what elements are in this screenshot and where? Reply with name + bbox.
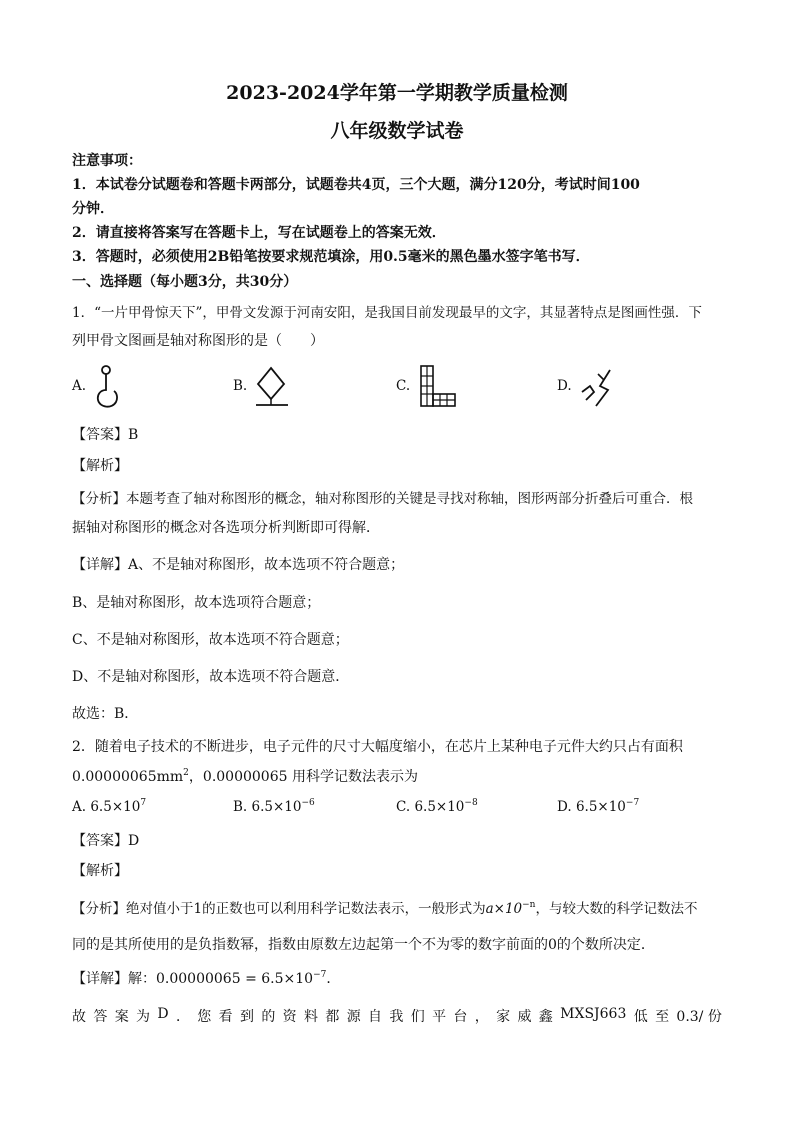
q2-stem-line1: 2．随着电子技术的不断进步，电子元件的尺寸大幅度缩小，在芯片上某种电子元件大约只占有面积 <box>72 739 683 755</box>
oracle-grid-icon <box>418 364 458 408</box>
oracle-hook-icon <box>92 364 126 410</box>
q2-detail-exp: −7 <box>313 970 327 980</box>
q2-conclusion-line <box>72 1006 722 1026</box>
q2-detail-end: ． <box>326 971 341 987</box>
q2-option-b-base: 6.5×10 <box>251 799 302 815</box>
conclusion-token: 自 <box>368 1009 383 1025</box>
q2-option-a-base: 6.5×10 <box>90 799 141 815</box>
q1-option-c-label: C. <box>396 378 411 394</box>
q1-analysis-label: 【解析】 <box>72 458 128 474</box>
conclusion-token: ， <box>474 1009 489 1025</box>
conclusion-token: 低 <box>633 1009 648 1025</box>
q1-detail-d: D、不是轴对称图形，故本选项不符合题意． <box>72 669 350 685</box>
q2-fenxi-line1 <box>72 897 697 917</box>
q1-option-b-label: B. <box>233 378 248 394</box>
q2-option-d-base: 6.5×10 <box>575 799 626 815</box>
q1-fenxi-line2: 据轴对称图形的概念对各选项分析判断即可得解． <box>72 520 380 536</box>
conclusion-token: 为 <box>136 1009 151 1025</box>
q2-analysis-label: 【解析】 <box>72 863 128 879</box>
conclusion-token: 鑫 <box>538 1009 553 1025</box>
q1-stem-line2: 列甲骨文图画是轴对称图形的是（ ） <box>72 333 324 349</box>
q2-option-b-label: B. <box>233 799 248 815</box>
q2-option-c <box>396 798 478 815</box>
q2-option-c-label: C. <box>396 799 411 815</box>
oracle-zigzag-icon <box>578 366 618 408</box>
conclusion-token: 料 <box>304 1009 319 1025</box>
oracle-diamond-icon <box>254 366 290 408</box>
conclusion-token: 您 <box>197 1009 212 1025</box>
q2-stem-rest: ，0.00000065 用科学记数法表示为 <box>188 769 418 785</box>
conclusion-token: 至 <box>655 1009 670 1025</box>
q2-option-c-base: 6.5×10 <box>414 799 465 815</box>
notes-item-2: 2．请直接将答案写在答题卡上，写在试题卷上的答案无效． <box>72 225 446 241</box>
q1-detail-c: C、不是轴对称图形，故本选项不符合题意； <box>72 632 349 648</box>
q2-option-b-exp: −6 <box>301 798 315 808</box>
q2-option-a-exp: 7 <box>140 798 147 808</box>
conclusion-token: 故 <box>72 1009 86 1025</box>
conclusion-token: 台 <box>453 1009 468 1025</box>
q2-fenxi-text-b: ，与较大数的科学记数法不 <box>535 901 698 917</box>
q1-option-a-label: A. <box>72 378 87 394</box>
q2-option-c-exp: −8 <box>464 798 478 808</box>
conclusion-token: 资 <box>282 1009 297 1025</box>
q2-fenxi-formula: a×10 <box>485 901 523 917</box>
section-heading: 一、选择题（每小题3分，共30分） <box>72 274 298 290</box>
q2-option-d-label: D. <box>557 799 572 815</box>
conclusion-token: 看 <box>218 1009 233 1025</box>
conclusion-token: MXSJ663 <box>560 1006 627 1022</box>
q2-option-a-label: A. <box>72 799 87 815</box>
q2-area-exponent: 2 <box>183 768 189 778</box>
q2-fenxi-formula-exp: −n <box>522 900 536 910</box>
conclusion-token: 0.3/ 份 <box>676 1009 722 1025</box>
q1-answer: 【答案】B <box>72 427 139 443</box>
page-title: 2023-2024学年第一学期教学质量检测 <box>226 82 568 104</box>
notes-item-1-cont: 分钟． <box>72 201 114 217</box>
q1-stem-line1: 1．“一片甲骨惊天下”，甲骨文发源于河南安阳，是我国目前发现最早的文字，其显著特点是图画性强．下 <box>72 305 702 321</box>
conclusion-token: 案 <box>114 1009 129 1025</box>
conclusion-token: 家 <box>496 1009 511 1025</box>
notes-item-3: 3．答题时，必须使用2B铅笔按要求规范填涂，用0.5毫米的黑色墨水签字笔书写． <box>72 249 590 265</box>
conclusion-token: 威 <box>517 1009 532 1025</box>
page-subtitle: 八年级数学试卷 <box>330 120 464 142</box>
q2-fenxi-line2: 同的是其所使用的是负指数幂，指数由原数左边起第一个不为零的数字前面的0的个数所决定． <box>72 937 655 953</box>
conclusion-token: 源 <box>346 1009 361 1025</box>
q1-detail-b: B、是轴对称图形，故本选项符合题意； <box>72 595 321 611</box>
conclusion-token: 答 <box>93 1009 108 1025</box>
q1-option-d-label: D. <box>557 378 572 394</box>
q2-option-a <box>72 798 146 815</box>
conclusion-token: D <box>157 1006 169 1022</box>
conclusion-token: 都 <box>325 1009 340 1025</box>
notes-heading: 注意事项： <box>72 153 142 169</box>
q1-fenxi-line1: 【分析】本题考查了轴对称图形的概念，轴对称图形的关键是寻找对称轴，图形两部分折叠后可重合．根 <box>72 491 693 507</box>
q1-conclusion: 故选：B． <box>72 706 139 722</box>
q2-answer: 【答案】D <box>72 833 140 849</box>
q2-detail <box>72 968 340 988</box>
q2-fenxi-text-a: 【分析】绝对值小于1的正数也可以利用科学记数法表示，一般形式为 <box>72 901 486 917</box>
q2-stem-line2 <box>72 766 418 786</box>
q2-area-value: 0.00000065mm <box>72 769 184 785</box>
q1-detail-a: 【详解】A、不是轴对称图形，故本选项不符合题意； <box>72 557 405 573</box>
conclusion-token: 平 <box>432 1009 447 1025</box>
conclusion-token: 们 <box>410 1009 425 1025</box>
conclusion-token: ． <box>175 1009 190 1025</box>
notes-item-1: 1．本试卷分试题卷和答题卡两部分，试题卷共4页，三个大题，满分120分，考试时间100 <box>72 177 640 193</box>
conclusion-token: 我 <box>389 1009 404 1025</box>
q2-option-d-exp: −7 <box>625 798 640 808</box>
q2-option-b <box>233 798 315 815</box>
q2-option-d <box>557 798 639 815</box>
conclusion-token: 到 <box>239 1009 254 1025</box>
q2-detail-text: 【详解】解：0.00000065 = 6.5×10 <box>72 971 314 987</box>
conclusion-token: 的 <box>261 1009 276 1025</box>
